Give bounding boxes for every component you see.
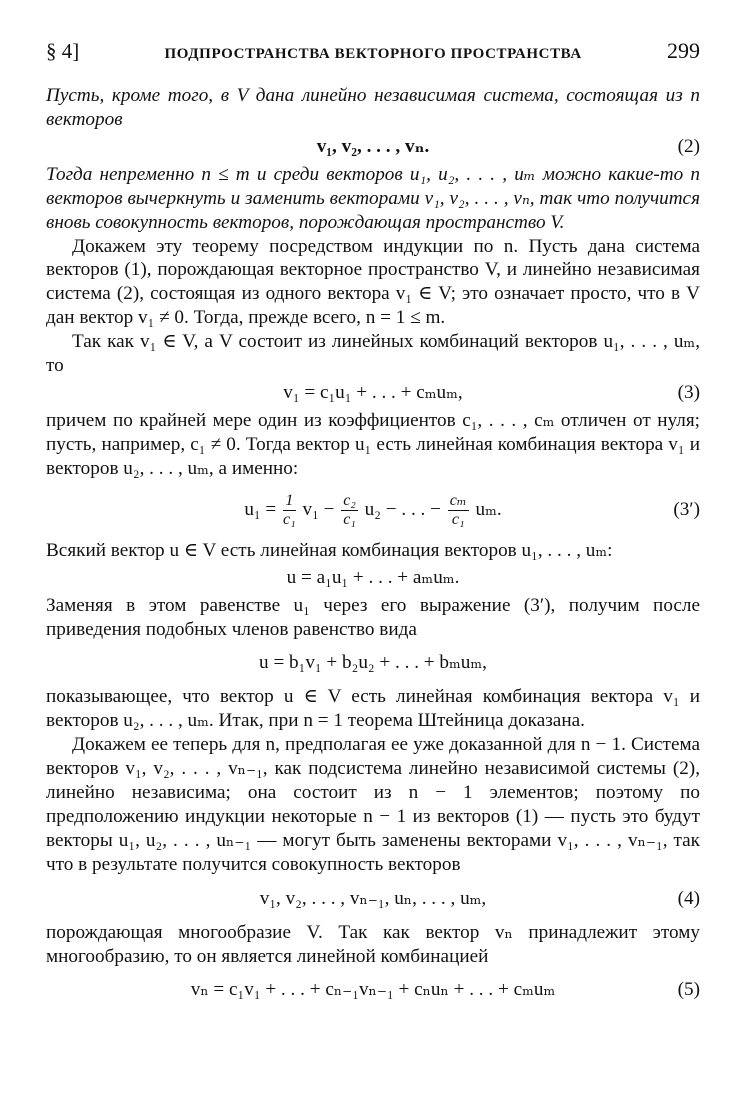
equation-5: [46, 978, 700, 1002]
running-header: [46, 38, 700, 68]
equation-label: (3): [677, 381, 700, 403]
equation-part: v₁ −: [302, 498, 335, 520]
paragraph: показывающее, что вектор u ∈ V есть линейная комбинация вектора v₁ и векторов u₂, . . . , uₘ. Итак, при n = 1 теорема Штейница доказана.: [46, 686, 700, 732]
fraction: [448, 492, 469, 529]
equation-part: uₘ.: [475, 498, 502, 520]
section-marker: § 4]: [46, 39, 80, 63]
equation-expression: v₁, v₂, . . . , vₙ.: [316, 135, 430, 157]
equation-3: [46, 381, 700, 405]
paragraph: Так как v₁ ∈ V, а V состоит из линейных комбинаций векторов u₁, . . . , uₘ, то: [46, 331, 700, 377]
equation-label: (5): [677, 979, 700, 1001]
equation-expression: u = a₁u₁ + . . . + aₘuₘ.: [286, 566, 460, 588]
equation-expression: v₁ = c₁u₁ + . . . + cₘuₘ,: [283, 381, 463, 403]
equation-part: u₁ =: [244, 498, 277, 520]
paragraph: причем по крайней мере один из коэффициентов c₁, . . . , cₘ отличен от нуля; пусть, например, c₁ ≠ 0. Тогда вектор u₁ есть линейная комбинация вектора v₁ и векторов u₂, . . . , uₘ, а именно:: [46, 409, 700, 479]
paragraph: Всякий вектор u ∈ V есть линейная комбинация векторов u₁, . . . , uₘ:: [46, 539, 613, 561]
paragraph: Пусть, кроме того, в V дана линейно независимая система, состоящая из n векторов: [46, 85, 700, 130]
paragraph: порождающая многообразие V. Так как вектор vₙ принадлежит этому многообразию, то он является линейной комбинацией: [46, 921, 700, 967]
book-page: [46, 38, 700, 1012]
fraction-denominator: c₁: [451, 510, 465, 528]
fraction: [283, 492, 296, 529]
equation-expression: v₁, v₂, . . . , vₙ₋₁, uₙ, . . . , uₘ,: [259, 887, 487, 909]
fraction: [341, 492, 358, 529]
paragraph: Докажем ее теперь для n, предполагая ее уже доказанной для n − 1. Система векторов v₁, v₂, . . . , vₙ₋₁, как подсистема линейно независимой системы (2), линейно независима; она состоит из n − 1 элементов; поэтому по предположению индукции некоторые n − 1 из векторов (1) — пусть это будут векторы u₁, u₂, . . . , uₙ₋₁ — могут быть заменены векторами v₁, . . . , vₙ₋₁, так что в результате получится совокупность векторов: [46, 734, 700, 875]
equation-2: [46, 135, 700, 159]
fraction-denominator: c₁: [343, 510, 356, 528]
fraction-denominator: c₁: [283, 510, 296, 528]
equation-label: (4): [677, 887, 700, 909]
fraction-numerator: 1: [283, 492, 296, 511]
equation-expression: u = b₁v₁ + b₂u₂ + . . . + bₘuₘ,: [259, 652, 487, 674]
running-title: ПОДПРОСТРАНСТВА ВЕКТОРНОГО ПРОСТРАНСТВА: [164, 46, 582, 62]
equation-label: (3′): [673, 498, 700, 520]
equation-expression: vₙ = c₁v₁ + . . . + cₙ₋₁vₙ₋₁ + cₙuₙ + . . . + cₘuₘ: [190, 979, 556, 1001]
paragraph: Заменяя в этом равенстве u₁ через его выражение (3′), получим после приведения подобных членов равенство вида: [46, 594, 700, 640]
equation-u: [46, 566, 700, 590]
equation-b: [46, 651, 700, 675]
page-number: 299: [667, 38, 700, 63]
equation-label: (2): [677, 135, 700, 157]
fraction-numerator: cₘ: [449, 491, 467, 509]
equation-part: u₂ − . . . −: [364, 498, 441, 520]
equation-4: [46, 887, 700, 911]
paragraph: Тогда непременно n ≤ m и среди векторов u₁, u₂, . . . , uₘ можно какие-то n векторов вычеркнуть и заменить векторами v₁, v₂, . . . , vₙ, так что получится вновь совокупность векторов, порождающая пространство V.: [46, 163, 700, 233]
fraction-numerator: c₂: [343, 491, 356, 509]
equation-3-prime: [46, 487, 700, 533]
paragraph: Докажем эту теорему посредством индукции по n. Пусть дана система векторов (1), порождающая векторное пространство V, и линейно независимая система (2), состоящая из одного вектора v₁ ∈ V; это означает просто, что в V дан вектор v₁ ≠ 0. Тогда, прежде всего, n = 1 ≤ m.: [46, 235, 700, 329]
